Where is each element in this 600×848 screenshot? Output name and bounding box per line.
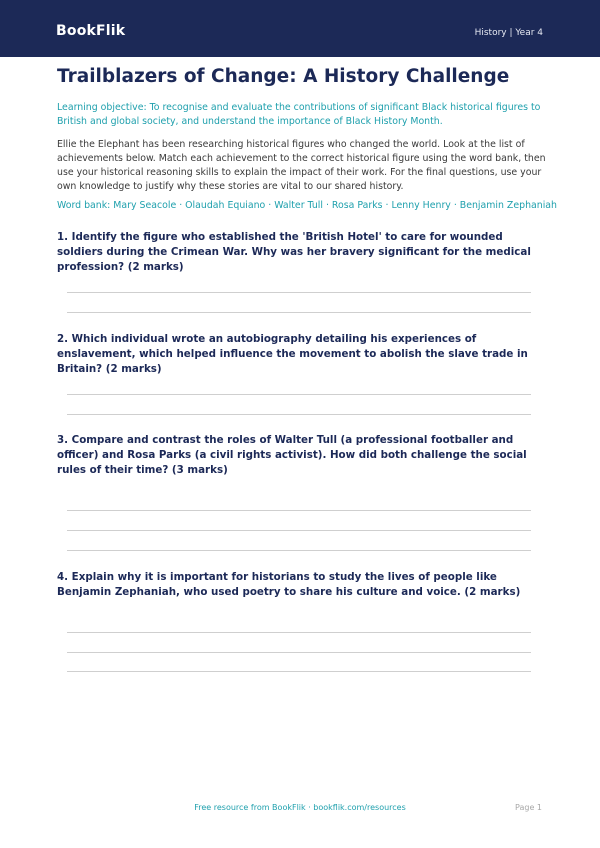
answer-line[interactable] [67, 671, 531, 672]
learning-objective: Learning objective: To recognise and evaluate the contributions of significant Black historical figures to British and global society, and understand the importance of Black History Month. [57, 102, 541, 127]
answer-line[interactable] [67, 652, 531, 653]
footer-resource-link[interactable]: Free resource from BookFlik · bookflik.com/resources [194, 803, 406, 812]
question-2: 2. Which individual wrote an autobiography detailing his experiences of enslavement, which helped influence the movement to abolish the slave trade in Britain? (2 marks) [57, 333, 528, 375]
answer-line[interactable] [67, 292, 531, 293]
question-4: 4. Explain why it is important for historians to study the lives of people like Benjamin Zephaniah, who used poetry to share his culture and voice. (2 marks) [57, 571, 521, 598]
answer-line[interactable] [67, 394, 531, 395]
worksheet-title: Trailblazers of Change: A History Challenge [57, 66, 510, 87]
question-3: 3. Compare and contrast the roles of Walter Tull (a professional footballer and officer) and Rosa Parks (a civil rights activist). How did both challenge the social rules of their time? (3 marks) [57, 434, 527, 476]
answer-line[interactable] [67, 312, 531, 313]
subject-year-label: History | Year 4 [474, 28, 543, 38]
brand-logo: BookFlik [56, 23, 126, 39]
page-number: Page 1 [515, 803, 542, 812]
word-bank: Word bank: Mary Seacole · Olaudah Equiano · Walter Tull · Rosa Parks · Lenny Henry · Benjamin Zephaniah [57, 200, 557, 211]
answer-line[interactable] [67, 530, 531, 531]
answer-line[interactable] [67, 414, 531, 415]
answer-line[interactable] [67, 510, 531, 511]
question-1: 1. Identify the figure who established the 'British Hotel' to care for wounded soldiers during the Crimean War. Why was her bravery significant for the medical profession? (2 marks) [57, 231, 531, 273]
page-header [0, 0, 600, 57]
intro-paragraph: Ellie the Elephant has been researching historical figures who changed the world. Look at the list of achievements below. Match each achievement to the correct historical figure using the word bank, then use your historical reasoning skills to explain the impact of their work. For the final questions, use your own knowledge to justify why these stories are vital to our shared history. [57, 139, 546, 192]
answer-line[interactable] [67, 632, 531, 633]
answer-line[interactable] [67, 550, 531, 551]
